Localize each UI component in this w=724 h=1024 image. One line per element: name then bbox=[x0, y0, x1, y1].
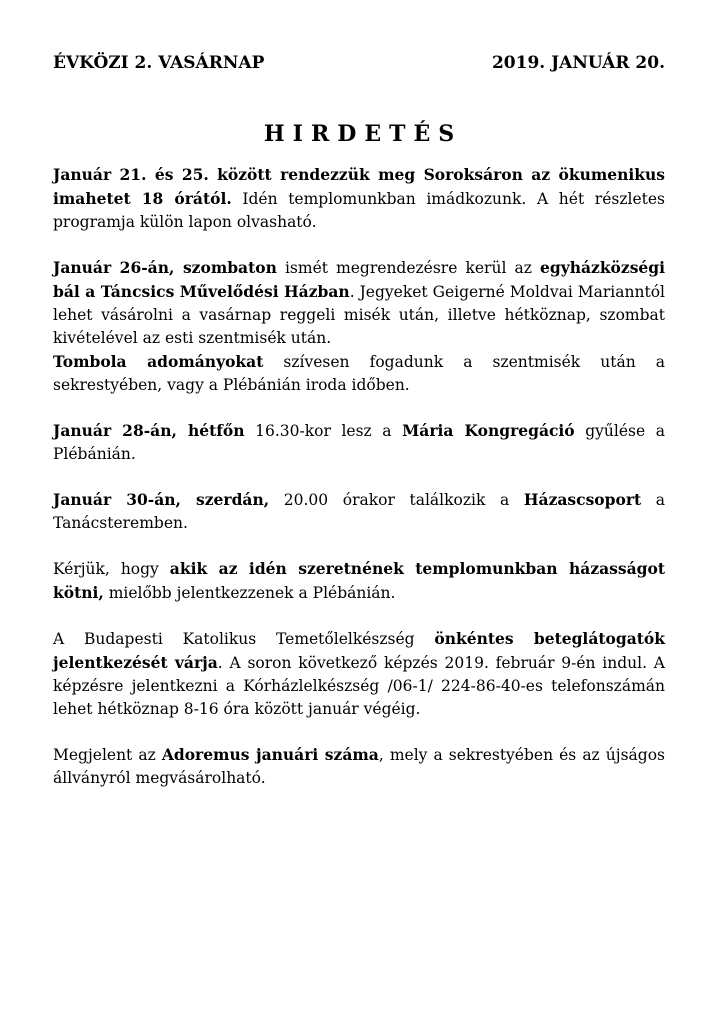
highlighted-text: Január 21. és 25. között rendezzük meg Soroksáron az ökumenikus imahetet 18 órától. bbox=[53, 165, 665, 208]
body-text: A Budapesti Katolikus Temetőlelkészség bbox=[53, 630, 435, 648]
highlighted-text: önkéntes beteglátogatók jelentkezését várja bbox=[53, 629, 665, 672]
highlighted-text: Január 28-án, hétfőn bbox=[53, 421, 245, 440]
body-text: mielőbb jelentkezzenek a Plébánián. bbox=[103, 584, 396, 602]
highlighted-text: akik az idén szeretnének templomunkban házasságot kötni, bbox=[53, 559, 665, 602]
body-text: 20.00 órakor találkozik a bbox=[269, 491, 524, 509]
highlighted-text: egyházközségi bál a Táncsics Művelődési Házban bbox=[53, 258, 666, 301]
body-text: Idén templomunkban imádkozunk. A hét részletes programja külön lapon olvasható. bbox=[53, 190, 665, 231]
announcement-paragraph bbox=[53, 743, 665, 790]
body-text: 16.30-kor lesz a bbox=[244, 422, 403, 440]
announcement-paragraph bbox=[53, 557, 665, 605]
highlighted-text: Mária Kongregáció bbox=[402, 421, 575, 440]
header-date: 2019. JANUÁR 20. bbox=[491, 53, 665, 73]
announcement-paragraph bbox=[53, 419, 665, 466]
body-text: gyűlése a Plébánián. bbox=[53, 422, 665, 463]
highlighted-text: Január 30-án, szerdán, bbox=[53, 490, 270, 509]
body-text: . Jegyeket Geigerné Moldvai Marianntól lehet vásárolni a vasárnap reggeli misék után, illetve hétköznap, szombat kivételével az esti szentmisék után. bbox=[53, 283, 665, 347]
body-text: . A soron következő képzés 2019. február 9-én indul. A képzésre jelentkezni a Kórházlelkészség /06-1/ 224-86-40-es telefonszámán lehet hétköznap 8-16 óra között január végéig. bbox=[53, 654, 665, 718]
body-text: Kérjük, hogy bbox=[53, 560, 170, 578]
header bbox=[53, 52, 665, 74]
announcement-paragraph bbox=[53, 163, 665, 234]
announcement-paragraph bbox=[53, 488, 665, 535]
announcement-paragraph bbox=[53, 256, 665, 350]
announcement-list bbox=[53, 163, 665, 790]
announcement-paragraph bbox=[53, 350, 665, 397]
header-liturgical-day: ÉVKÖZI 2. VASÁRNAP bbox=[53, 53, 265, 73]
announcement-page bbox=[53, 52, 665, 812]
highlighted-text: Adoremus januári száma bbox=[161, 745, 379, 764]
highlighted-text: Házascsoport bbox=[523, 490, 642, 509]
page-title: HIRDETÉS bbox=[263, 121, 463, 147]
body-text: , mely a sekrestyében és az újságos állványról megvásárolható. bbox=[53, 746, 665, 787]
body-text: a Tanácsteremben. bbox=[53, 491, 666, 532]
highlighted-text: Tombola adományokat bbox=[53, 352, 264, 371]
body-text: ismét megrendezésre kerül az bbox=[276, 259, 540, 277]
announcement-paragraph bbox=[53, 627, 665, 721]
body-text: szívesen fogadunk a szentmisék után a sekrestyében, vagy a Plébánián iroda időben. bbox=[53, 353, 665, 394]
body-text: Megjelent az bbox=[53, 746, 162, 764]
highlighted-text: Január 26-án, szombaton bbox=[53, 258, 277, 277]
